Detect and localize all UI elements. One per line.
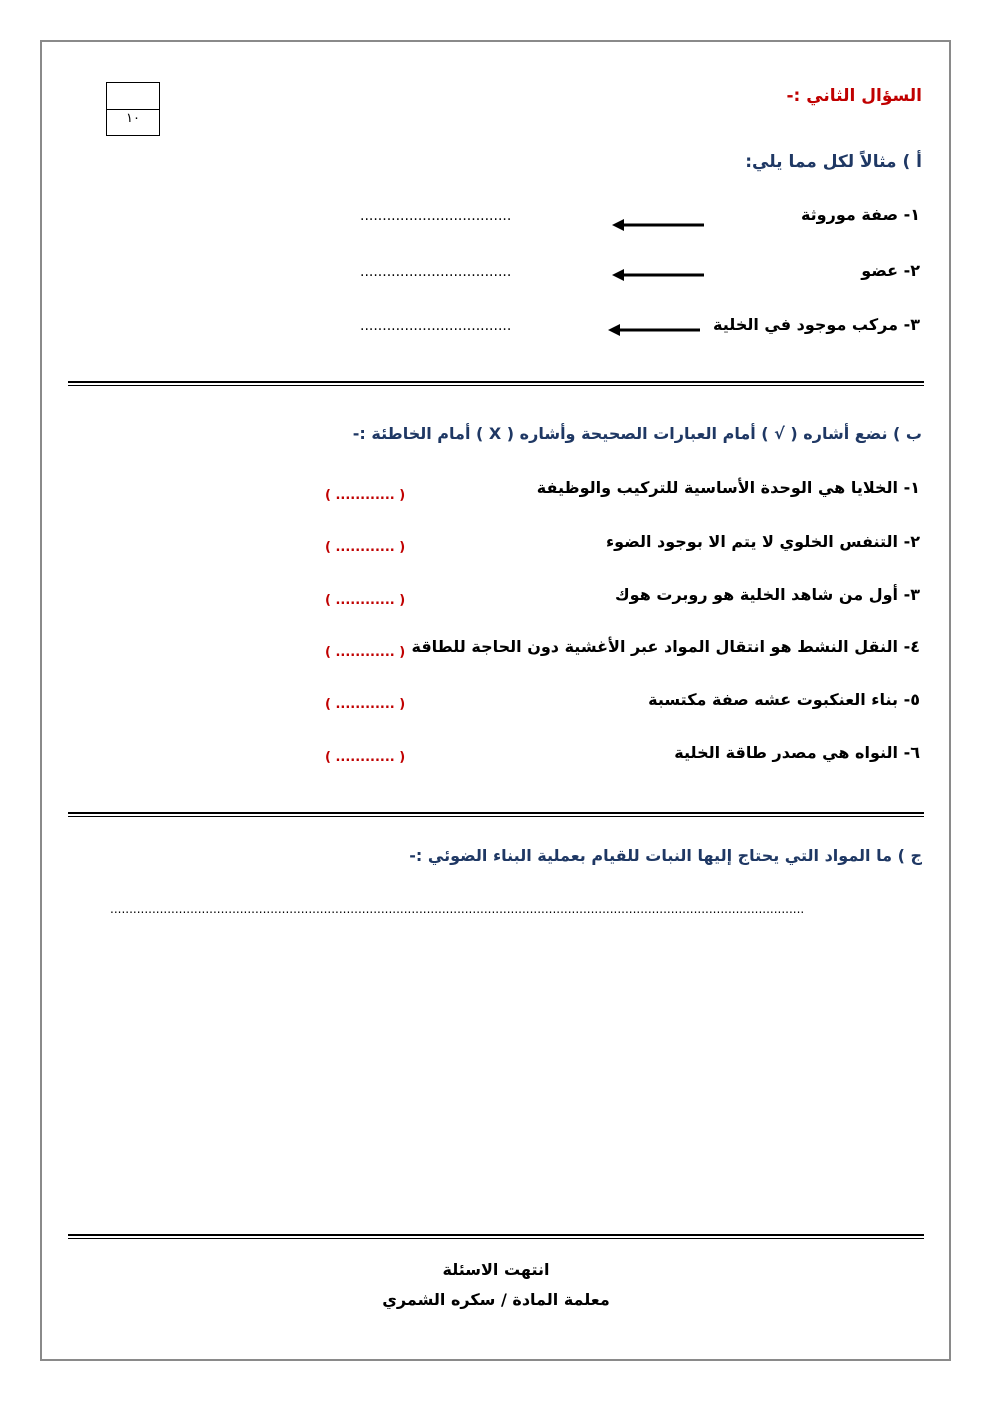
answer-blank-1[interactable]: ( ............ ) [325, 488, 406, 503]
section-a-heading: أ ) مثالاً لكل مما يلي: [745, 152, 922, 172]
score-box [106, 82, 160, 136]
section-c-answer-line[interactable]: ...................................................................................................................................................................................... [110, 902, 805, 916]
section-a-answer-2[interactable]: .................................. [360, 264, 512, 280]
answer-blank-6[interactable]: ( ............ ) [325, 750, 406, 765]
teacher-signature: معلمة المادة / سكره الشمري [382, 1290, 610, 1309]
score-divider [107, 109, 159, 110]
section-divider [68, 381, 924, 386]
end-of-questions: انتهت الاسئلة [442, 1260, 550, 1279]
score-value: ١٠ [126, 111, 140, 126]
statement-4: ٤- النقل النشط هو انتقال المواد عبر الأغشية دون الحاجة للطاقة [411, 637, 920, 656]
section-c-heading: ج ) ما المواد التي يحتاج إليها النبات للقيام بعملية البناء الضوئي :- [409, 846, 922, 865]
statement-6: ٦- النواه هي مصدر طاقة الخلية [674, 743, 920, 762]
section-a-item-1: ١- صفة موروثة [800, 205, 920, 224]
statement-5: ٥- بناء العنكبوت عشه صفة مكتسبة [648, 690, 920, 709]
answer-blank-3[interactable]: ( ............ ) [325, 593, 406, 608]
arrow-left-icon [612, 268, 704, 282]
section-b-heading: ب ) نضع أشاره ( √ ) أمام العبارات الصحيحة وأشاره ( X ) أمام الخاطئة :- [352, 424, 922, 443]
section-divider [68, 812, 924, 817]
answer-blank-4[interactable]: ( ............ ) [325, 645, 406, 660]
footer-divider [68, 1234, 924, 1239]
section-a-item-2: ٢- عضو [861, 261, 920, 280]
section-a-answer-3[interactable]: .................................. [360, 318, 512, 334]
statement-3: ٣- أول من شاهد الخلية هو روبرت هوك [615, 585, 920, 604]
section-a-answer-1[interactable]: .................................. [360, 208, 512, 224]
section-a-item-3: ٣- مركب موجود في الخلية [713, 315, 920, 334]
answer-blank-5[interactable]: ( ............ ) [325, 697, 406, 712]
statement-2: ٢- التنفس الخلوي لا يتم الا بوجود الضوء [605, 532, 920, 551]
arrow-left-icon [612, 218, 704, 232]
answer-blank-2[interactable]: ( ............ ) [325, 540, 406, 555]
arrow-left-icon [608, 323, 700, 337]
statement-1: ١- الخلايا هي الوحدة الأساسية للتركيب والوظيفة [536, 478, 920, 497]
question-title: السؤال الثاني :- [786, 86, 922, 106]
